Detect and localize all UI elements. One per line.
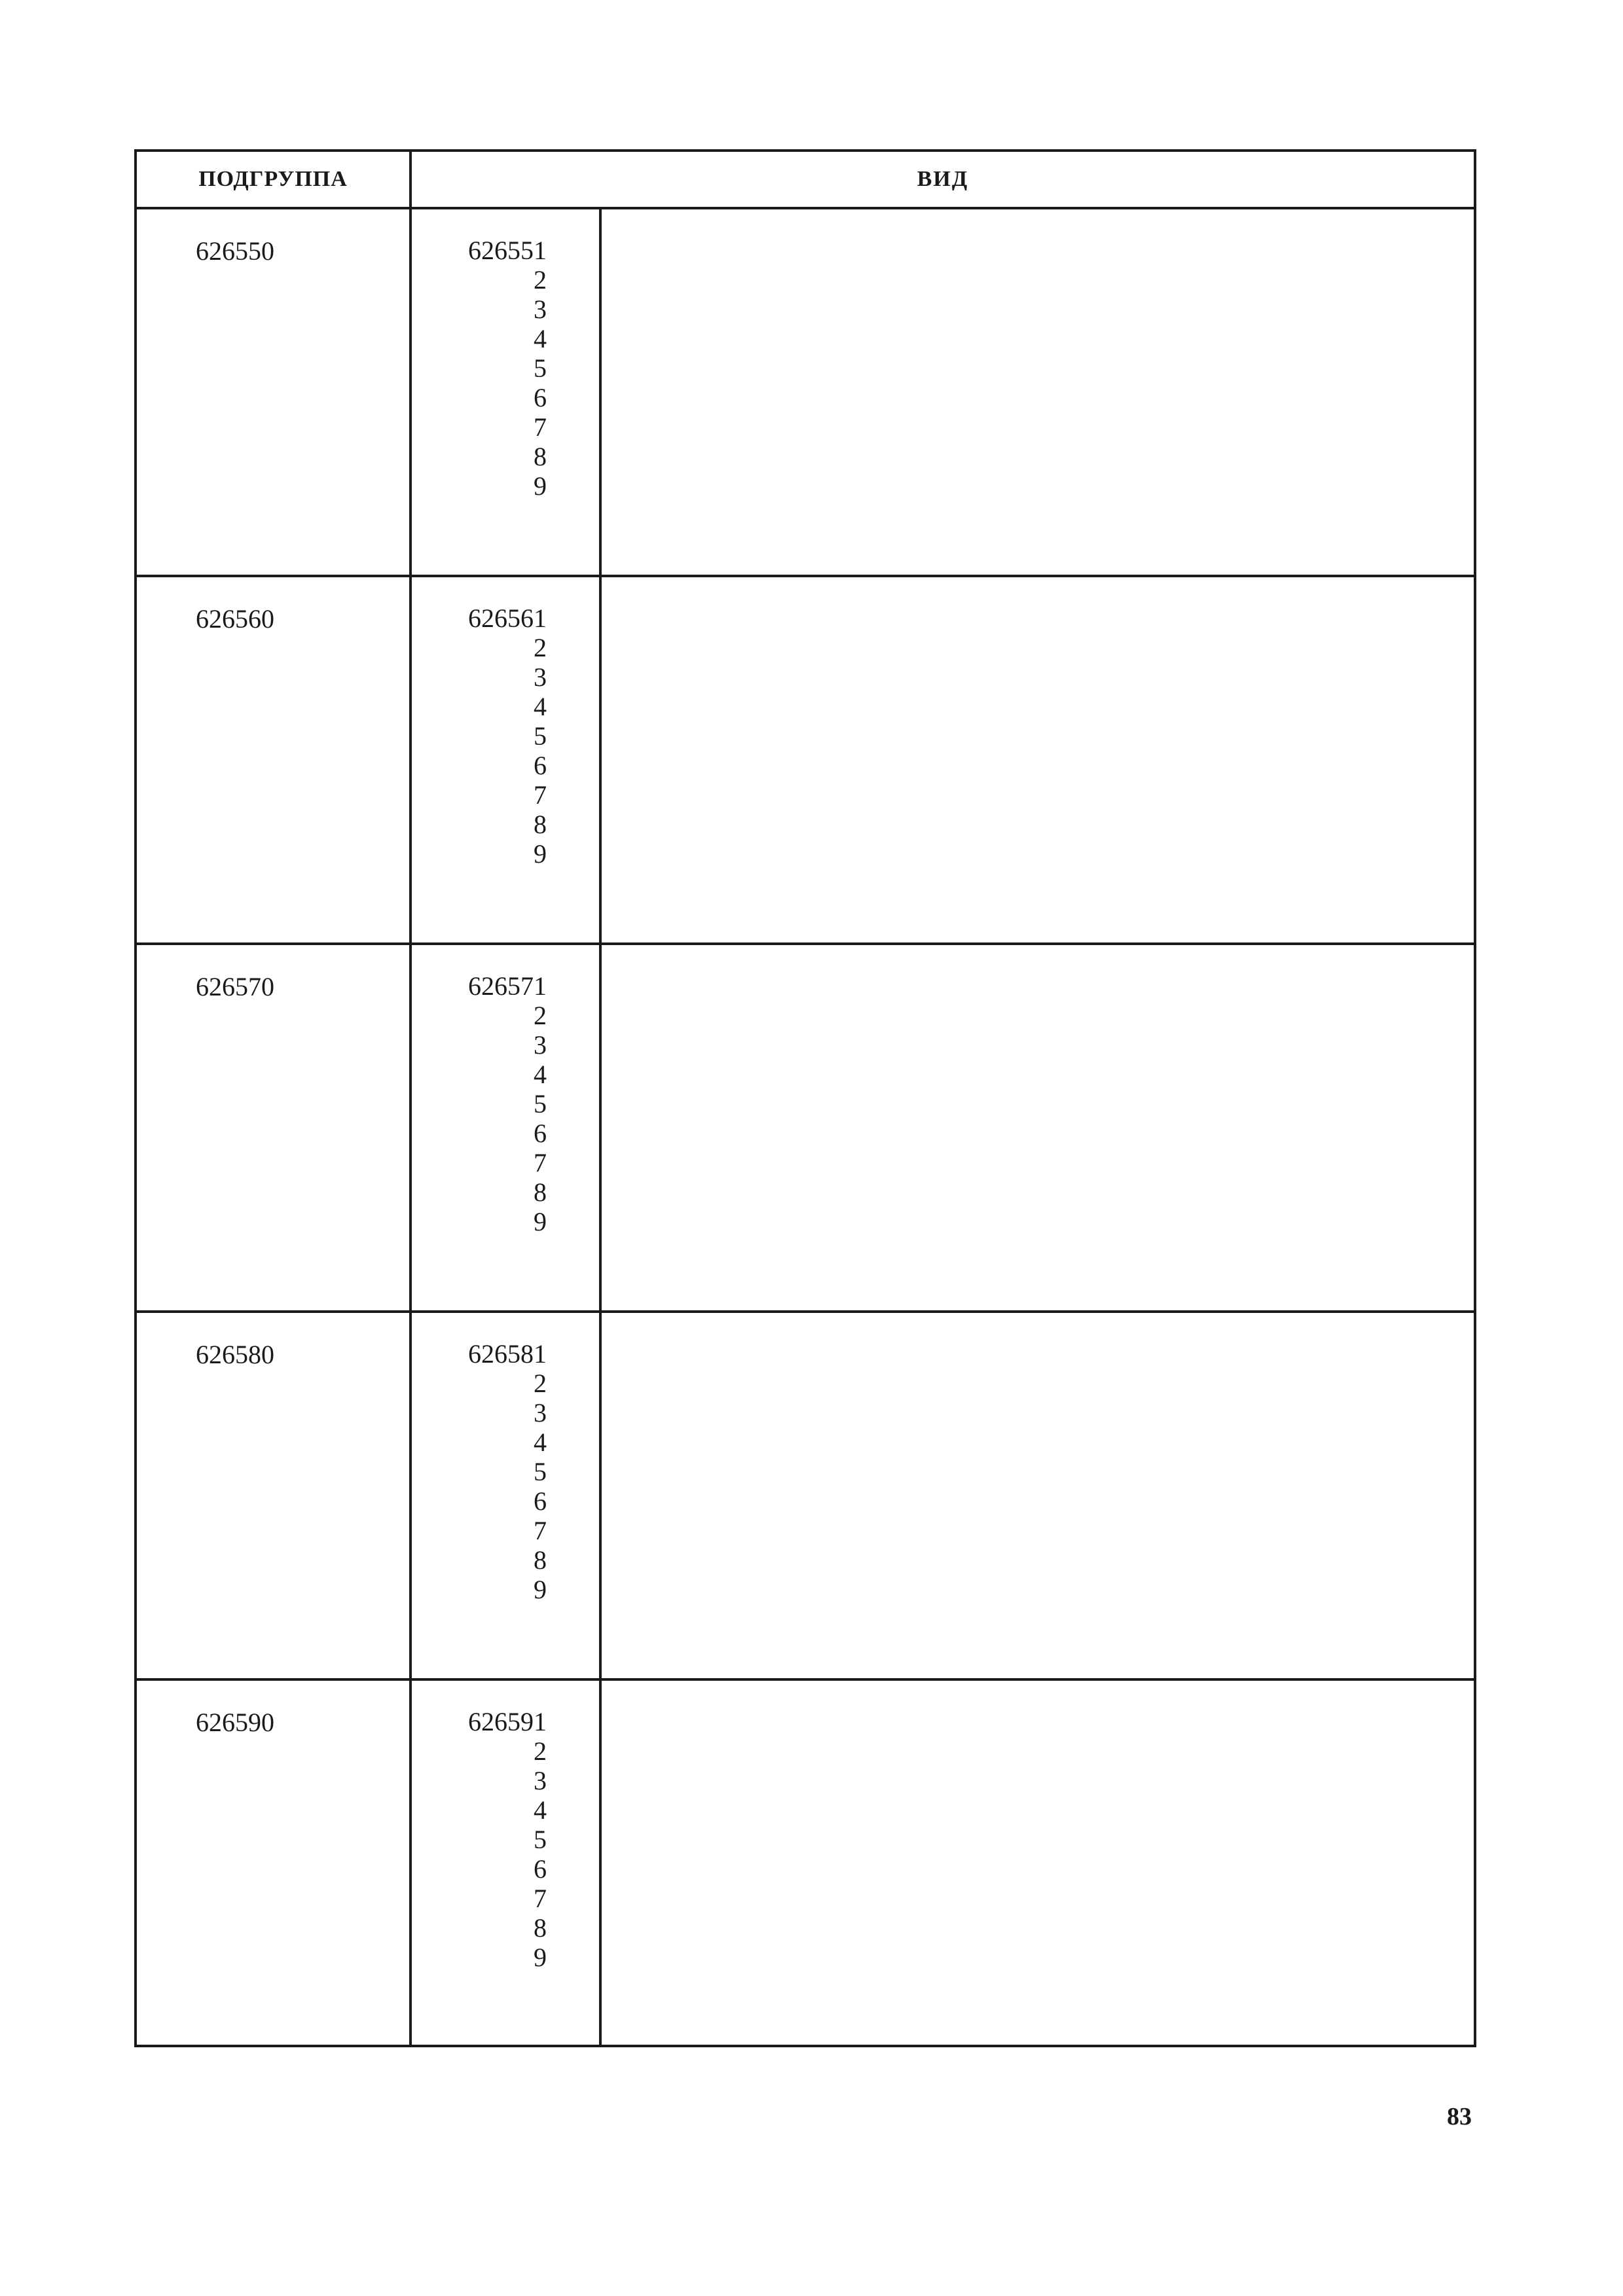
kind-code: 6 — [534, 751, 547, 780]
kind-description-cell — [602, 209, 1474, 575]
kind-code: 626591 — [468, 1707, 547, 1736]
kind-code: 4 — [534, 1060, 547, 1089]
kind-code: 3 — [534, 295, 547, 324]
kind-code: 9 — [534, 1207, 547, 1236]
kind-code: 626561 — [468, 603, 547, 633]
subgroup-code: 626550 — [196, 236, 274, 266]
kind-codes-cell — [412, 1681, 602, 2045]
table-row — [137, 577, 1474, 945]
kind-code: 3 — [534, 1030, 547, 1060]
kind-code: 6 — [534, 1119, 547, 1148]
kind-code: 5 — [534, 1089, 547, 1119]
kind-code-list — [468, 1707, 547, 1972]
subgroup-code: 626580 — [196, 1340, 274, 1369]
kind-code-list — [468, 603, 547, 869]
kind-codes-cell — [412, 1313, 602, 1678]
table-row — [137, 945, 1474, 1313]
subgroup-cell — [137, 945, 412, 1310]
kind-code: 5 — [534, 1825, 547, 1854]
table-row — [137, 209, 1474, 577]
kind-code: 2 — [534, 633, 547, 662]
table-header-row — [137, 152, 1474, 209]
kind-code: 7 — [534, 1148, 547, 1177]
kind-code: 6 — [534, 1854, 547, 1884]
kind-codes-cell — [412, 577, 602, 942]
table-row — [137, 1681, 1474, 2045]
subgroup-code: 626590 — [196, 1708, 274, 1737]
kind-code: 6 — [534, 383, 547, 412]
subgroup-cell — [137, 577, 412, 942]
kind-code: 9 — [534, 839, 547, 869]
kind-code: 626581 — [468, 1339, 547, 1369]
kind-code: 7 — [534, 1884, 547, 1913]
kind-code: 2 — [534, 265, 547, 295]
kind-code: 3 — [534, 1398, 547, 1427]
kind-code: 8 — [534, 1177, 547, 1207]
kind-code: 2 — [534, 1736, 547, 1766]
kind-description-cell — [602, 577, 1474, 942]
kind-code: 7 — [534, 1516, 547, 1545]
header-kind: ВИД — [917, 167, 969, 191]
header-subgroup: ПОДГРУППА — [137, 152, 412, 207]
kind-codes-cell — [412, 209, 602, 575]
subgroup-cell — [137, 209, 412, 575]
table-row — [137, 1313, 1474, 1681]
kind-code: 5 — [534, 1457, 547, 1486]
kind-code: 4 — [534, 1795, 547, 1825]
kind-code: 9 — [534, 471, 547, 501]
kind-code: 8 — [534, 810, 547, 839]
kind-code: 4 — [534, 1427, 547, 1457]
subgroup-code: 626570 — [196, 972, 274, 1001]
kind-code: 8 — [534, 442, 547, 471]
kind-code: 5 — [534, 721, 547, 751]
kind-code: 7 — [534, 412, 547, 442]
kind-codes-cell — [412, 945, 602, 1310]
kind-code: 2 — [534, 1369, 547, 1398]
kind-code-list — [468, 1339, 547, 1604]
kind-code: 2 — [534, 1001, 547, 1030]
kind-description-cell — [602, 1313, 1474, 1678]
subgroup-code: 626560 — [196, 604, 274, 634]
kind-code: 9 — [534, 1943, 547, 1972]
kind-description-cell — [602, 945, 1474, 1310]
subgroup-cell — [137, 1313, 412, 1678]
classification-table — [134, 149, 1476, 2047]
kind-code-list — [468, 971, 547, 1236]
kind-code: 3 — [534, 662, 547, 692]
kind-description-cell — [602, 1681, 1474, 2045]
kind-code: 626551 — [468, 236, 547, 265]
kind-code: 8 — [534, 1545, 547, 1575]
kind-code: 4 — [534, 692, 547, 721]
subgroup-cell — [137, 1681, 412, 2045]
kind-code: 626571 — [468, 971, 547, 1001]
page-number: 83 — [1447, 2103, 1472, 2130]
kind-code: 3 — [534, 1766, 547, 1795]
kind-code: 4 — [534, 324, 547, 353]
kind-code: 7 — [534, 780, 547, 810]
kind-code: 9 — [534, 1575, 547, 1604]
kind-code-list — [468, 236, 547, 501]
kind-code: 6 — [534, 1486, 547, 1516]
kind-code: 8 — [534, 1913, 547, 1943]
kind-code: 5 — [534, 353, 547, 383]
